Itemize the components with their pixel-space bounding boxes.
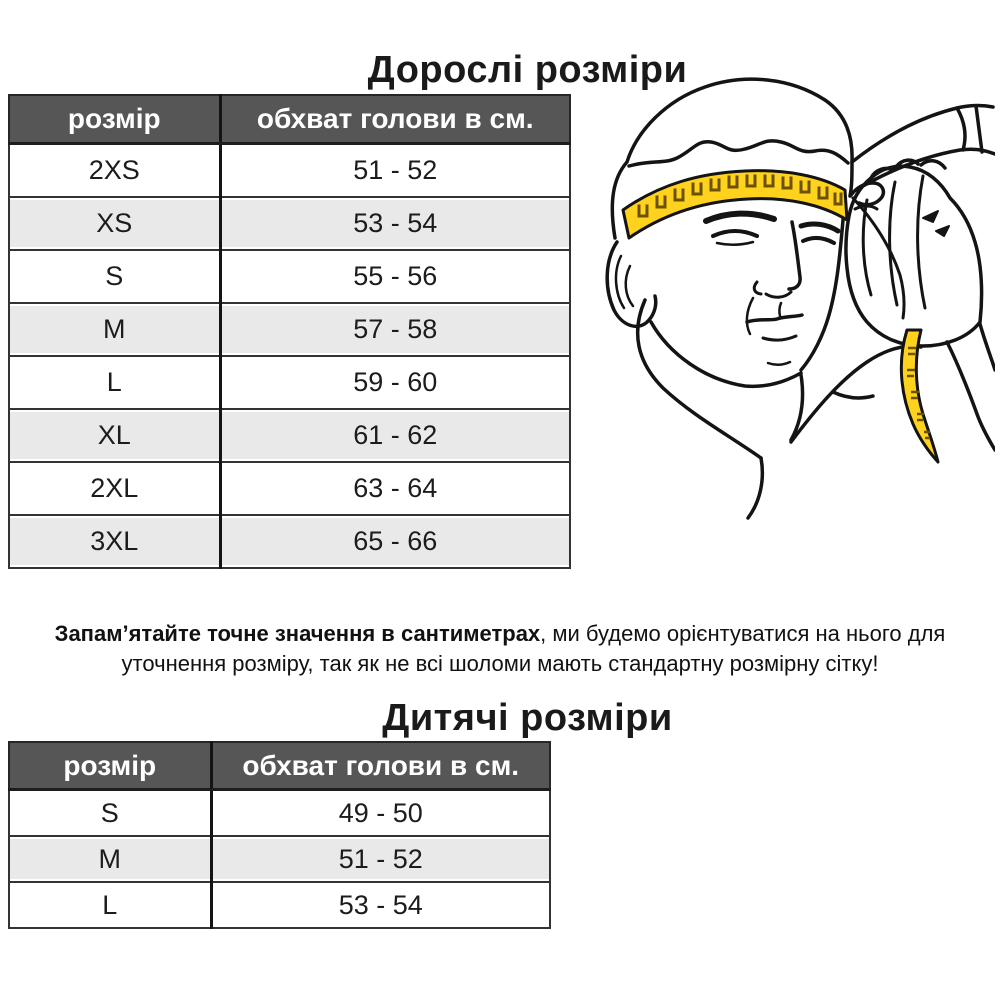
right-eyebrow: [801, 224, 838, 231]
measuring-tape-end: [901, 330, 938, 462]
head-measuring-illustration: [605, 70, 995, 590]
fist-outline: [846, 166, 982, 346]
size-column-header: розмір: [9, 742, 211, 790]
circumference-cell: 55 - 56: [220, 250, 570, 303]
note-regular-text: , ми будемо орієнтуватися на нього для уточнення розміру, так як не всі шоломи мають стандартну розмірну сітку!: [121, 621, 946, 676]
size-column-header: розмір: [9, 95, 220, 144]
size-cell: XL: [9, 409, 220, 462]
table-row: [9, 409, 570, 462]
size-cell: S: [9, 250, 220, 303]
size-cell: L: [9, 882, 211, 928]
size-cell: L: [9, 356, 220, 409]
size-cell: XS: [9, 197, 220, 250]
circumference-cell: 51 - 52: [211, 836, 550, 882]
right-eye: [803, 238, 834, 243]
table-row: [9, 515, 570, 568]
circumference-cell: 63 - 64: [220, 462, 570, 515]
nose: [789, 222, 800, 289]
adult-size-table: [8, 94, 571, 569]
circumference-cell: 51 - 52: [220, 144, 570, 198]
neck-line: [638, 300, 761, 458]
table-row: [9, 197, 570, 250]
hairline: [629, 141, 848, 166]
size-cell: M: [9, 303, 220, 356]
left-eye: [713, 231, 757, 236]
ear: [607, 242, 656, 326]
table-row: [9, 836, 550, 882]
table-row: [9, 250, 570, 303]
table-row: [9, 790, 550, 837]
table-row: [9, 303, 570, 356]
size-cell: M: [9, 836, 211, 882]
measuring-tape-band: [623, 171, 847, 238]
circumference-cell: 61 - 62: [220, 409, 570, 462]
far-arm: [852, 106, 993, 162]
circumference-cell: 57 - 58: [220, 303, 570, 356]
table-row: [9, 144, 570, 198]
kids-sizes-title: Дитячі розміри: [382, 697, 673, 740]
size-cell: 2XS: [9, 144, 220, 198]
size-cell: 2XL: [9, 462, 220, 515]
circumference-cell: 49 - 50: [211, 790, 550, 837]
table-row: [9, 882, 550, 928]
circumference-cell: 59 - 60: [220, 356, 570, 409]
table-header-row: [9, 95, 570, 144]
circumference-cell: 53 - 54: [220, 197, 570, 250]
circumference-column-header: обхват голови в см.: [211, 742, 550, 790]
note-bold-text: Запам’ятайте точне значення в сантиметрах: [54, 621, 541, 646]
adult-sizes-title: Дорослі розміри: [367, 49, 688, 92]
jaw-line: [651, 322, 801, 386]
circumference-cell: 53 - 54: [211, 882, 550, 928]
kids-size-table: [8, 741, 551, 929]
circumference-cell: 65 - 66: [220, 515, 570, 568]
mouth: [747, 315, 802, 322]
circumference-column-header: обхват голови в см.: [220, 95, 570, 144]
size-cell: S: [9, 790, 211, 837]
size-cell: 3XL: [9, 515, 220, 568]
table-header-row: [9, 742, 550, 790]
left-eyebrow: [706, 214, 774, 221]
size-note: [0, 619, 1000, 679]
table-row: [9, 462, 570, 515]
table-row: [9, 356, 570, 409]
